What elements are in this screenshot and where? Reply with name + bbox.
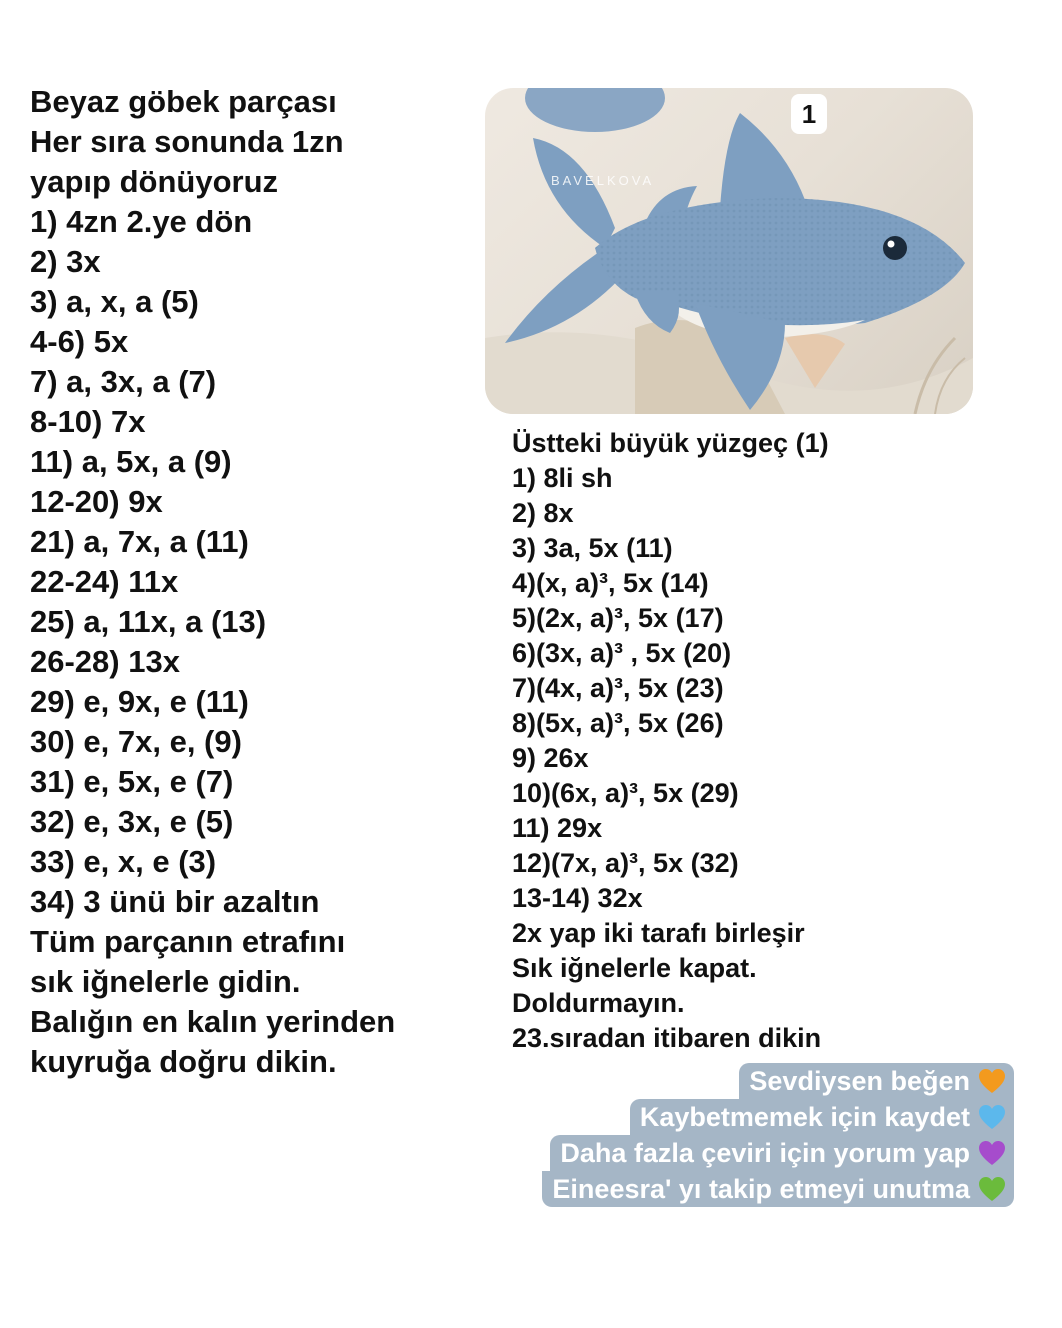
right-line: 11) 29x xyxy=(512,813,603,843)
blue-heart-icon xyxy=(978,1104,1006,1130)
left-line: 8-10) 7x xyxy=(30,404,146,439)
right-line: 5)(2x, a)³, 5x (17) xyxy=(512,603,724,633)
watermark: BAVELKOVA xyxy=(551,173,655,188)
left-line: 30) e, 7x, e, (9) xyxy=(30,724,242,759)
left-instructions xyxy=(30,82,480,1082)
left-title: Beyaz göbek parçası xyxy=(30,84,337,119)
left-line: 21) a, 7x, a (11) xyxy=(30,524,249,559)
left-line: kuyruğa doğru dikin. xyxy=(30,1044,337,1079)
left-line: 32) e, 3x, e (5) xyxy=(30,804,234,839)
promo-text: Daha fazla çeviri için yorum yap xyxy=(560,1138,970,1168)
green-heart-icon xyxy=(978,1176,1006,1202)
right-line: 4)(x, a)³, 5x (14) xyxy=(512,568,709,598)
left-line: 1) 4zn 2.ye dön xyxy=(30,204,253,239)
left-line: 25) a, 11x, a (13) xyxy=(30,604,267,639)
left-line: Tüm parçanın etrafını xyxy=(30,924,346,959)
right-line: 13-14) 32x xyxy=(512,883,643,913)
right-line: 8)(5x, a)³, 5x (26) xyxy=(512,708,724,738)
left-line: 29) e, 9x, e (11) xyxy=(30,684,249,719)
left-line: 7) a, 3x, a (7) xyxy=(30,364,217,399)
left-line: 2) 3x xyxy=(30,244,101,279)
left-line: sık iğnelerle gidin. xyxy=(30,964,301,999)
left-line: 26-28) 13x xyxy=(30,644,180,679)
left-line: 33) e, x, e (3) xyxy=(30,844,217,879)
tail-fin-top xyxy=(533,138,615,248)
right-line: 7)(4x, a)³, 5x (23) xyxy=(512,673,724,703)
shark-photo xyxy=(485,88,973,414)
promo-text: Kaybetmemek için kaydet xyxy=(639,1102,970,1132)
shark-illustration xyxy=(485,88,973,414)
promo-like xyxy=(739,1063,1014,1099)
right-title: Üstteki büyük yüzgeç (1) xyxy=(512,428,829,458)
right-line: 9) 26x xyxy=(512,743,589,773)
left-line: 22-24) 11x xyxy=(30,564,179,599)
promo-box xyxy=(542,1063,1014,1207)
right-line: Doldurmayın. xyxy=(512,988,685,1018)
left-line: yapıp dönüyoruz xyxy=(30,164,278,199)
right-line: 3) 3a, 5x (11) xyxy=(512,533,673,563)
right-line: Sık iğnelerle kapat. xyxy=(512,953,757,983)
left-line: 12-20) 9x xyxy=(30,484,163,519)
left-line: 3) a, x, a (5) xyxy=(30,284,199,319)
orange-heart-icon xyxy=(978,1068,1006,1094)
left-line: 11) a, 5x, a (9) xyxy=(30,444,232,479)
promo-text: Eineesra' yı takip etmeyi unutma xyxy=(552,1174,970,1204)
right-line: 2) 8x xyxy=(512,498,574,528)
photo-number-badge: 1 xyxy=(791,94,827,134)
promo-save xyxy=(630,1099,1014,1135)
yarn-ball xyxy=(525,88,665,132)
right-line: 1) 8li sh xyxy=(512,463,613,493)
promo-follow xyxy=(542,1171,1014,1207)
left-line: Balığın en kalın yerinden xyxy=(30,1004,396,1039)
right-line: 10)(6x, a)³, 5x (29) xyxy=(512,778,739,808)
shark-eye xyxy=(883,236,907,260)
left-line: 31) e, 5x, e (7) xyxy=(30,764,234,799)
right-line: 23.sıradan itibaren dikin xyxy=(512,1023,822,1053)
promo-text: Sevdiysen beğen xyxy=(749,1066,970,1096)
left-line: 34) 3 ünü bir azaltın xyxy=(30,884,320,919)
left-line: 4-6) 5x xyxy=(30,324,129,359)
right-line: 2x yap iki tarafı birleşir xyxy=(512,918,805,948)
right-line: 12)(7x, a)³, 5x (32) xyxy=(512,848,739,878)
right-instructions xyxy=(512,426,932,1056)
left-line: Her sıra sonunda 1zn xyxy=(30,124,344,159)
right-line: 6)(3x, a)³ , 5x (20) xyxy=(512,638,732,668)
promo-comment xyxy=(550,1135,1014,1171)
purple-heart-icon xyxy=(978,1140,1006,1166)
